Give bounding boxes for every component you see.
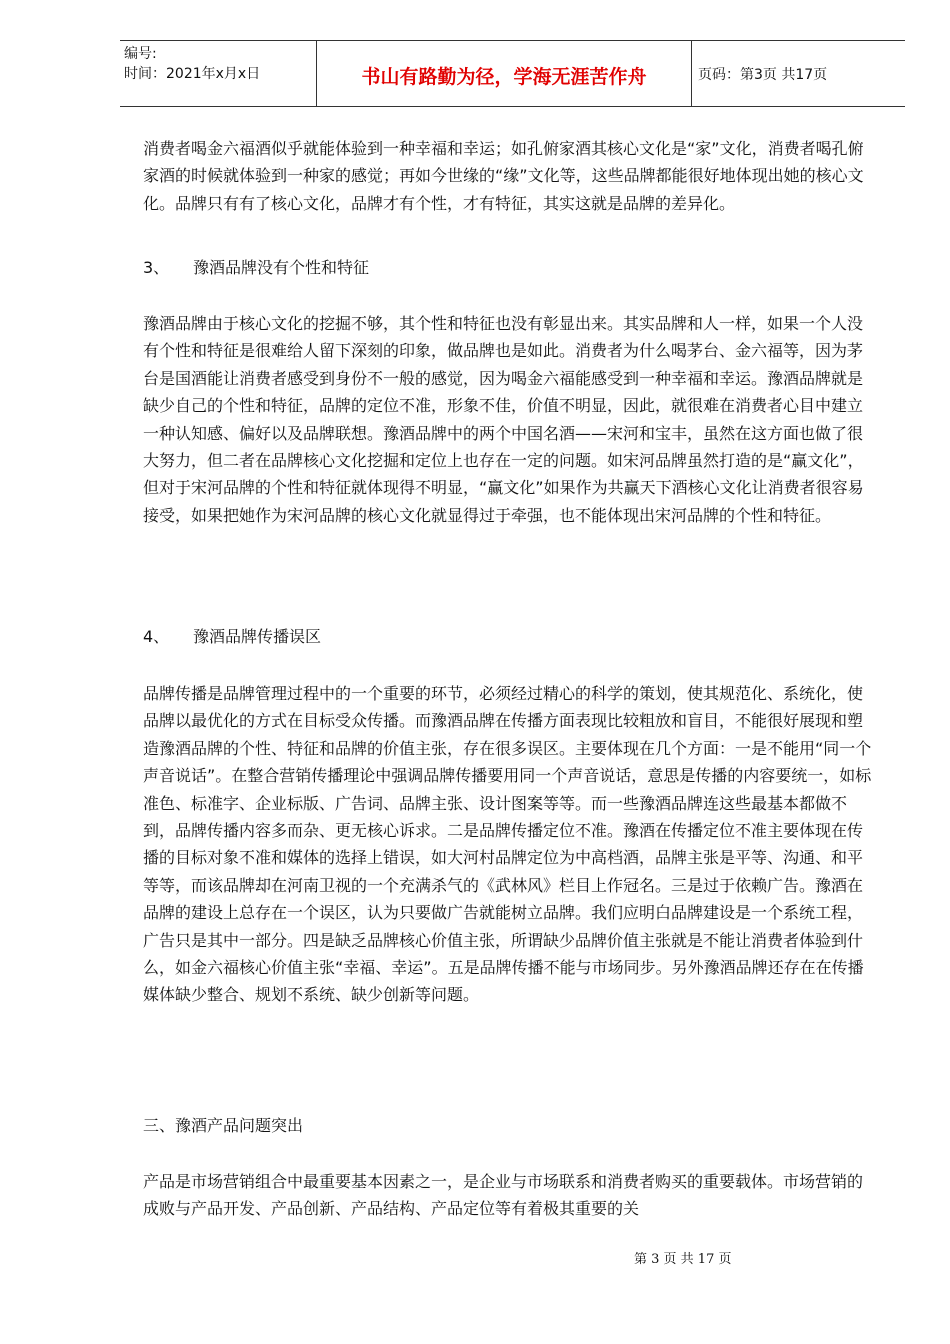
heading-4-text: 豫酒品牌传播误区 xyxy=(193,627,322,646)
heading-3-text: 豫酒品牌没有个性和特征 xyxy=(193,258,370,277)
paragraph-1: 消费者喝金六福酒似乎就能体验到一种幸福和幸运；如孔俯家酒其核心文化是“家”文化，消费者喝孔俯家酒的时候就体验到一种家的感觉；再如今世缘的“缘”文化等，这些品牌都能很好地体现出她的核心文化。品牌只有有了核心文化，品牌才有个性，才有特征，其实这就是品牌的差异化。 xyxy=(143,139,864,213)
header-page-info: 页码：第3页 共17页 xyxy=(698,67,828,83)
header-bottom-rule xyxy=(120,106,905,107)
heading-3-number: 3、 xyxy=(143,258,170,277)
header-motto: 书山有路勤为径，学海无涯苦作舟 xyxy=(361,66,647,88)
heading-3 xyxy=(143,254,369,281)
header-meta xyxy=(124,44,260,84)
page-footer: 第 3 页 共 17 页 xyxy=(634,1252,732,1267)
heading-4 xyxy=(143,623,321,650)
paragraph-4: 产品是市场营销组合中最重要基本因素之一，是企业与市场联系和消费者购买的重要载体。市场营销的成败与产品开发、产品创新、产品结构、产品定位等有着极其重要的关 xyxy=(143,1172,864,1219)
serial-label: 编号: xyxy=(124,46,157,62)
header-divider-right xyxy=(691,40,692,106)
paragraph-3: 品牌传播是品牌管理过程中的一个重要的环节，必须经过精心的科学的策划，使其规范化、系统化，使品牌以最优化的方式在目标受众传播。而豫酒品牌在传播方面表现比较粗放和盲目，不能很好展现和塑造豫酒品牌的个性、特征和品牌的价值主张，存在很多误区。主要体现在几个方面：一是不能用“同一个声音说话”。在整合营销传播理论中强调品牌传播要用同一个声音说话，意思是传播的内容要统一，如标准色、标准字、企业标版、广告词、品牌主张、设计图案等等。而一些豫酒品牌连这些最基本都做不到，品牌传播内容多而杂、更无核心诉求。二是品牌传播定位不准。豫酒在传播定位不准主要体现在传播的目标对象不准和媒体的选择上错误，如大河村品牌定位为中高档酒，品牌主张是平等、沟通、和平等等，而该品牌却在河南卫视的一个充满杀气的《武林风》栏目上作冠名。三是过于依赖广告。豫酒在品牌的建设上总存在一个误区，认为只要做广告就能树立品牌。我们应明白品牌建设是一个系统工程，广告只是其中一部分。四是缺乏品牌核心价值主张，所谓缺少品牌价值主张就是不能让消费者体验到什么，如金六福核心价值主张“幸福、幸运”。五是品牌传播不能与市场同步。另外豫酒品牌还存在在传播媒体缺少整合、规划不系统、缺少创新等问题。 xyxy=(143,684,872,1005)
paragraph-2: 豫酒品牌由于核心文化的挖掘不够，其个性和特征也没有彰显出来。其实品牌和人一样，如果一个人没有个性和特征是很难给人留下深刻的印象，做品牌也是如此。消费者为什么喝茅台、金六福等，因为茅台是国酒能让消费者感受到身份不一般的感觉，因为喝金六福能感受到一种幸福和幸运。豫酒品牌就是缺少自己的个性和特征，品牌的定位不准，形象不佳，价值不明显，因此，就很难在消费者心目中建立一种认知感、偏好以及品牌联想。豫酒品牌中的两个中国名酒——宋河和宝丰，虽然在这方面也做了很大努力，但二者在品牌核心文化挖掘和定位上也存在一定的问题。如宋河品牌虽然打造的是“赢文化”，但对于宋河品牌的个性和特征就体现得不明显，“赢文化”如果作为共赢天下酒核心文化让消费者很容易接受，如果把她作为宋河品牌的核心文化就显得过于牵强，也不能体现出宋河品牌的个性和特征。 xyxy=(143,314,864,525)
header-top-rule xyxy=(120,40,905,41)
section-3-heading: 三、豫酒产品问题突出 xyxy=(143,1116,304,1135)
heading-4-number: 4、 xyxy=(143,627,170,646)
time-label: 时间：2021年x月x日 xyxy=(124,66,261,82)
